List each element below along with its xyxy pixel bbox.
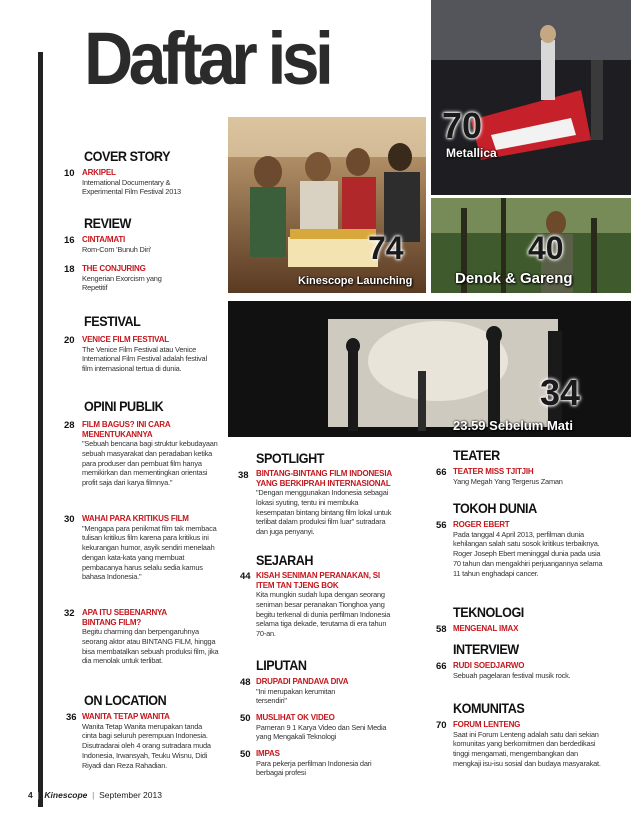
- section-heading-tokoh-dunia: TOKOH DUNIA: [453, 500, 537, 516]
- article-description: "Mengapa para penikmat film tak membaca tulisan kritikus film karena para kritikus ini kekurangan humor, asyik sendiri menelaah dengan kata-kata yang membuat pembacanya harus selalu sedia kamus bahasa Indonesia.": [82, 523, 217, 582]
- article-description: Pada tanggal 4 April 2013, perfilman dunia kehilangan salah satu sosok kritikus terbaiknya. Roger Joseph Ebert meninggal dunia pada usia 70 tahun dan mengakhiri perjuangannya selama 11 tahun enghadapi cancer.: [453, 529, 603, 578]
- article-page-number: 18: [64, 264, 75, 275]
- article-title: WAHAI PARA KRITIKUS FILM: [82, 514, 189, 523]
- article-wahai-para-kritikus[interactable]: [82, 514, 222, 582]
- article-title: MUSLIHAT OK VIDEO: [256, 713, 335, 722]
- article-wanita-tetap-wanita[interactable]: [82, 712, 218, 770]
- article-description: Pameran 9 1 Karya Video dan Seni Media yang Mengakali Teknologi: [256, 722, 387, 742]
- article-description: Sebuah pagelaran festival musik rock.: [453, 670, 571, 680]
- article-page-number: 50: [240, 713, 251, 724]
- article-page-number: 16: [64, 235, 75, 246]
- article-page-number: 32: [64, 608, 75, 619]
- article-description: "Ini merupakan kerumitan tersendiri": [256, 686, 336, 706]
- article-description: The Venice Film Festival atau Venice International Film Festival adalah festival film internasional tertua di dunia.: [82, 344, 207, 374]
- kinescope-photo-art: [228, 117, 426, 293]
- article-page-number: 30: [64, 514, 75, 525]
- photo-metallica[interactable]: [431, 0, 631, 195]
- article-title: ARKIPEL: [82, 168, 116, 177]
- article-page-number: 66: [436, 467, 447, 478]
- article-title: IMPAS: [256, 749, 280, 758]
- article-rudi-soedjarwo[interactable]: [453, 661, 603, 680]
- article-page-number: 10: [64, 168, 75, 179]
- kinescope-page-number: 74: [368, 230, 404, 266]
- article-cinta-mati[interactable]: [82, 235, 212, 254]
- article-page-number: 50: [240, 749, 251, 760]
- section-heading-interview: INTERVIEW: [453, 641, 519, 657]
- article-impas[interactable]: [256, 749, 396, 778]
- article-muslihat-ok-video[interactable]: [256, 713, 396, 742]
- article-title: BINTANG-BINTANG FILM INDONESIA YANG BERKIPRAH INTERNASIONAL: [256, 469, 392, 488]
- article-page-number: 28: [64, 420, 75, 431]
- denok-label: Denok & Gareng: [455, 270, 573, 287]
- footer: [28, 790, 162, 800]
- section-heading-cover-story: COVER STORY: [84, 148, 171, 164]
- article-drupadi-pandava-diva[interactable]: [256, 677, 396, 706]
- article-page-number: 36: [66, 712, 77, 723]
- section-heading-teater: TEATER: [453, 447, 500, 463]
- sebelum-photo-art: [228, 301, 631, 437]
- article-description: Wanita Tetap Wanita merupakan tanda cinta bagi seluruh perempuan Indonesia. Disutradarai oleh 4 orang sutradara muda Indonesia, Irwansyah, Teuku Wisnu, Didi Riyadi dan Reza Rahadian.: [82, 721, 211, 770]
- sebelum-page-number: 34: [540, 372, 581, 413]
- vertical-rule: [38, 52, 43, 807]
- article-page-number: 66: [436, 661, 447, 672]
- article-roger-ebert[interactable]: [453, 520, 603, 578]
- article-description: Saat ini Forum Lenteng adalah satu dari sekian komunitas yang berkomitmen dan berdedikasi tinggi mengamati, mengembangkan dan mengkaji isu-isu sosial dan budaya masyarakat.: [453, 729, 601, 768]
- article-page-number: 20: [64, 335, 75, 346]
- article-bintang-film[interactable]: [82, 608, 222, 666]
- article-description: Yang Megah Yang Tergerus Zaman: [453, 476, 563, 486]
- section-heading-review: REVIEW: [84, 215, 132, 231]
- article-title: CINTA/MATI: [82, 235, 126, 244]
- section-heading-teknologi: TEKNOLOGI: [453, 604, 524, 620]
- article-title: THE CONJURING: [82, 264, 146, 273]
- article-page-number: 70: [436, 720, 447, 731]
- article-title: TEATER MISS TJITJIH: [453, 467, 534, 476]
- article-mengenal-imax[interactable]: [453, 624, 603, 634]
- article-title: WANITA TETAP WANITA: [82, 712, 170, 721]
- article-description: Rom-Com 'Bunuh Diri': [82, 244, 152, 254]
- article-forum-lenteng[interactable]: [453, 720, 603, 769]
- article-title: APA ITU SEBENARNYA BINTANG FILM?: [82, 608, 167, 627]
- section-heading-spotlight: SPOTLIGHT: [256, 450, 325, 466]
- article-title: KISAH SENIMAN PERANAKAN, SI ITEM TAN TJENG BOK: [256, 571, 380, 590]
- denok-page-number: 40: [528, 230, 564, 266]
- footer-separator: |: [35, 790, 43, 800]
- article-title: ROGER EBERT: [453, 520, 510, 529]
- section-heading-sejarah: SEJARAH: [256, 552, 314, 568]
- sebelum-label: 23.59 Sebelum Mati: [453, 418, 573, 433]
- footer-page-number: 4: [28, 790, 33, 800]
- footer-date: September 2013: [99, 790, 162, 800]
- section-heading-komunitas: KOMUNITAS: [453, 700, 525, 716]
- article-bintang-bintang-film[interactable]: [256, 469, 398, 537]
- section-heading-opini-publik: OPINI PUBLIK: [84, 398, 164, 414]
- footer-magazine: Kinescope: [44, 790, 88, 800]
- section-heading-on-location: ON LOCATION: [84, 692, 167, 708]
- article-description: "Sebuah bencana bagi struktur kebudayaan sebuah masyarakat dan peradaban ketika para produser dan pembuat film hanya memikirkan dan mementingkan orientasi profit saja dari karya filmnya.": [82, 439, 218, 488]
- section-heading-liputan: LIPUTAN: [256, 657, 307, 673]
- kinescope-label: Kinescope Launching: [298, 275, 413, 287]
- article-teater-miss-tjitjih[interactable]: [453, 467, 603, 486]
- article-description: Kengerian Exorcism yang Repetitif: [82, 273, 162, 293]
- photo-sebelum-mati[interactable]: [228, 301, 631, 437]
- article-title: RUDI SOEDJARWO: [453, 661, 525, 670]
- article-venice-film-festival[interactable]: [82, 335, 216, 374]
- article-description: Para pekerja perfilman Indonesia dari berbagai profesi: [256, 758, 372, 778]
- article-description: Kita mungkin sudah lupa dengan seorang seniman besar peranakan Tionghoa yang begitu terkenal di dunia perfilman Indonesia selama tiga dekade, terutama di era tahun 70-an.: [256, 590, 391, 639]
- article-page-number: 38: [238, 470, 249, 481]
- article-description: International Documentary & Experimental Film Festival 2013: [82, 177, 181, 197]
- footer-separator: |: [89, 790, 97, 800]
- article-description: Begitu charming dan berpengaruhnya seorang aktor atau BINTANG FILM, hingga bisa membatalkan sebuah produksi film, jika dia menolak untuk terlibat.: [82, 627, 219, 666]
- article-page-number: 44: [240, 571, 251, 582]
- article-title: FORUM LENTENG: [453, 720, 521, 729]
- article-film-bagus[interactable]: [82, 420, 222, 488]
- article-title: VENICE FILM FESTIVAL: [82, 335, 169, 344]
- article-title: MENGENAL IMAX: [453, 624, 519, 633]
- metallica-page-number: 70: [442, 105, 483, 146]
- metallica-label: Metallica: [446, 146, 497, 160]
- article-the-conjuring[interactable]: [82, 264, 212, 293]
- article-title: DRUPADI PANDAVA DIVA: [256, 677, 349, 686]
- article-kisah-seniman-peranakan[interactable]: [256, 571, 398, 639]
- photo-kinescope-launching[interactable]: [228, 117, 426, 293]
- article-page-number: 48: [240, 677, 251, 688]
- article-title: FILM BAGUS? INI CARA MENENTUKANNYA: [82, 420, 171, 439]
- page-title: Daftar isi: [84, 17, 330, 100]
- metallica-photo-art: [431, 0, 631, 195]
- article-arkipel[interactable]: [82, 168, 212, 197]
- article-description: "Dengan menggunakan Indonesia sebagai lokasi syuting, tentu ini membuka kesempatan bintang bintang film lokal untuk terlibat dalam produksi film luar" sutradara dan juga penyanyi.: [256, 488, 392, 537]
- article-page-number: 56: [436, 520, 447, 531]
- section-heading-festival: FESTIVAL: [84, 313, 141, 329]
- article-page-number: 58: [436, 624, 447, 635]
